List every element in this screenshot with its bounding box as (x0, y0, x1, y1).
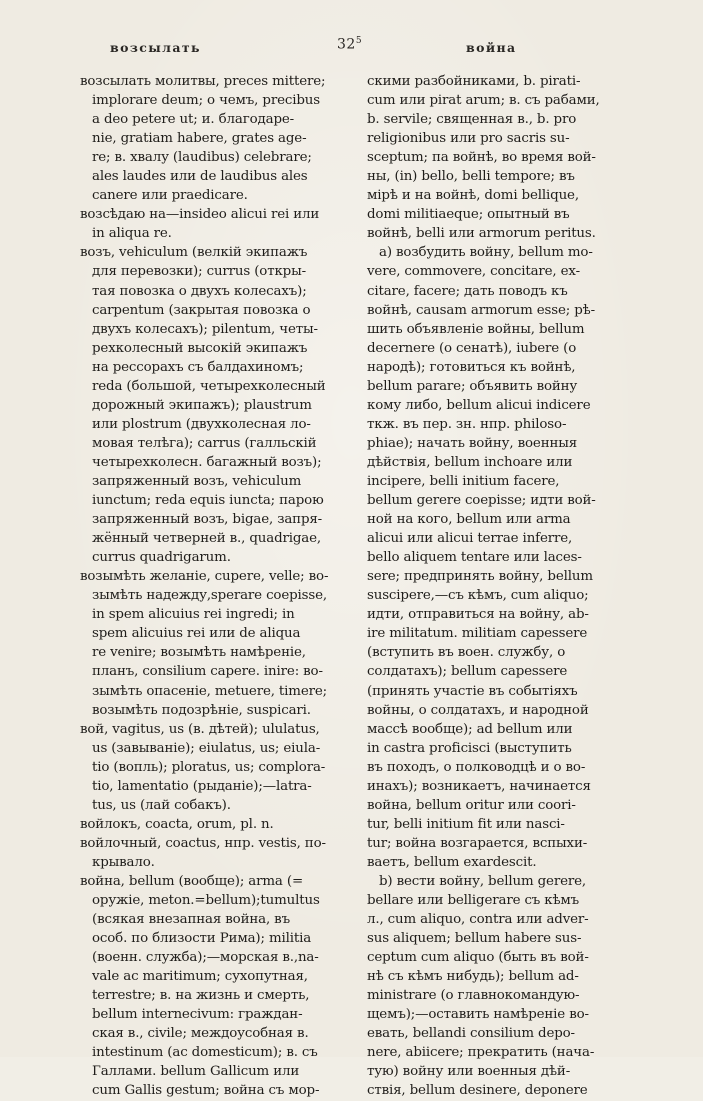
dictionary-entry: возымѣть желаніе, cupere, velle; во- зымѣть надежду,sperare coepisse, in spem alicuius rei ingredi; in spem alicuius rei или de aliqua re venire; возымѣть намѣреніе, планъ, consilium capere. inire: во- зымѣть опасеніе, metuere, timere; возымѣть подозрѣніе, suspicari. (80, 569, 329, 718)
entry-subsection-a: а) возбудить войну, bellum mo- vere, commovere, concitare, ex- citare, facere; дать поводъ къ войнѣ, causam armorum esse; рѣ- шить объявленіе войны, bellum decernere (о сенатѣ), iubere (о народѣ); готовиться къ войнѣ, bellum parare; объявить войну кому либо, bellum alicui indicere ткж. въ пер. зн. нпр. philoso- phiae); начать войну, военныя дѣйствія, bellum inchoare или incipere, belli initium facere, bellum gerere coepisse; идти вой- ной на кого, bellum или arma alicui или alicui terrae inferre, bello aliquem tentare или laces- sere; предпринять войну, bellum suscipere,—съ кѣмъ, cum aliquo; идти, отправиться на войну, ab- ire militatum. militiam capessere (вступить въ воен. службу, о солдатахъ); bellum capessere (принять участіе въ событіяхъ войны, о солдатахъ, и народной массѣ вообще); ad bellum или in castra proficisci (выступить въ походъ, о полководцѣ и о во- инахъ); возникаетъ, начинается война, bellum oritur или coori- tur, belli initium fit или nasci- tur; война возгарается, вспыхи- ваетъ, bellum exardescit. (367, 245, 596, 870)
entry-continuation: скими разбойниками, b. pirati- cum или pirat arum; в. съ рабами, b. servile; священная в., b. pro religionibus или pro sacris su- sceptum; па войнѣ, во время вой- ны, (in) bello, belli tempore; въ мірѣ и на войнѣ, domi bellique, domi militiaeque; опытный въ войнѣ, belli или armorum peritus. (367, 74, 600, 242)
dictionary-entry: война, bellum (вообще); arma (= оружіе, meton.=bellum);tumultus (всякая внезапная война, въ особ. по близости Рима); militia (военн. служба);—морская в.,na- vale ac maritimum; сухопутная, terrestre; в. на жизнь и смерть, bellum internecivum: граждан- ская в., civile; междоусобная в. intestinum (ac domesticum); в. съ Галлами. bellum Gallicum или cum Gallis gestum; война съ мор- (80, 873, 320, 1099)
dictionary-entry: вой, vagitus, us (в. дѣтей); ululatus, us (завываніе); eiulatus, us; eiula- tio (вопль); ploratus, us; complora- tio, lamentatio (рыданіе);—latra- tus, us (лай собакъ). (80, 721, 326, 813)
page-number-main: 32 (337, 36, 356, 53)
dictionary-entry: возсылать молитвы, preces mittere; implorare deum; о чемъ, precibus a deo petere ut; и. благодаре- nie, gratiam habere, grates age- re; в. хвалу (laudibus) celebrare; ales laudes или de laudibus ales canere или praedicare. (80, 74, 326, 204)
right-column (367, 72, 635, 1101)
left-column (80, 72, 352, 1101)
header-right-catchword: война (466, 40, 517, 55)
dictionary-entry: возсѣдаю на—insideo alicui rei или in aliqua re. (80, 207, 320, 242)
dictionary-entry: возъ, vehiculum (велкій экипажъ для перевозки); currus (откры- тая повозка о двухъ колесахъ); carpentum (закрытая повозка о двухъ колесахъ); pilentum, четы- рехколесный высокій экипажъ на рессорахъ съ балдахиномъ; reda (большой, четырехколесный дорожный экипажъ); plaustrum или plostrum (двухколесная ло- мовая телѣга); carrus (галльскій четырехколесн. багажный возъ); запряженный возъ, vehiculum iunctum; reda equis iuncta; парою запряженный возъ, bigae, запря- жённый четверней в., quadrigae, currus quadrigarum. (80, 245, 326, 566)
entry-subsection-b: b) вести войну, bellum gerere, bellare или belligerare съ кѣмъ л., cum aliquo, contra или adver- sus aliquem; bellum habere sus- ceptum cum aliquo (быть въ вой- нѣ съ кѣмъ нибудь); bellum ad- ministrare (о главнокомандую- щемъ);—оставить намѣреніе во- евать, bellandi consilium depo- nere, abiicere; прекратить (нача- тую) войну или военныя дѣй- ствія, bellum desinere, deponere (367, 873, 595, 1099)
page-number (337, 36, 362, 53)
dictionary-entry: войлокъ, coacta, orum, pl. n. (80, 816, 274, 832)
header-left-catchword: возсылать (110, 40, 201, 55)
dictionary-entry: войлочный, coactus, нпр. vestis, по- крывало. (80, 835, 326, 870)
running-header (0, 36, 703, 58)
page-number-superscript: 5 (355, 36, 363, 46)
